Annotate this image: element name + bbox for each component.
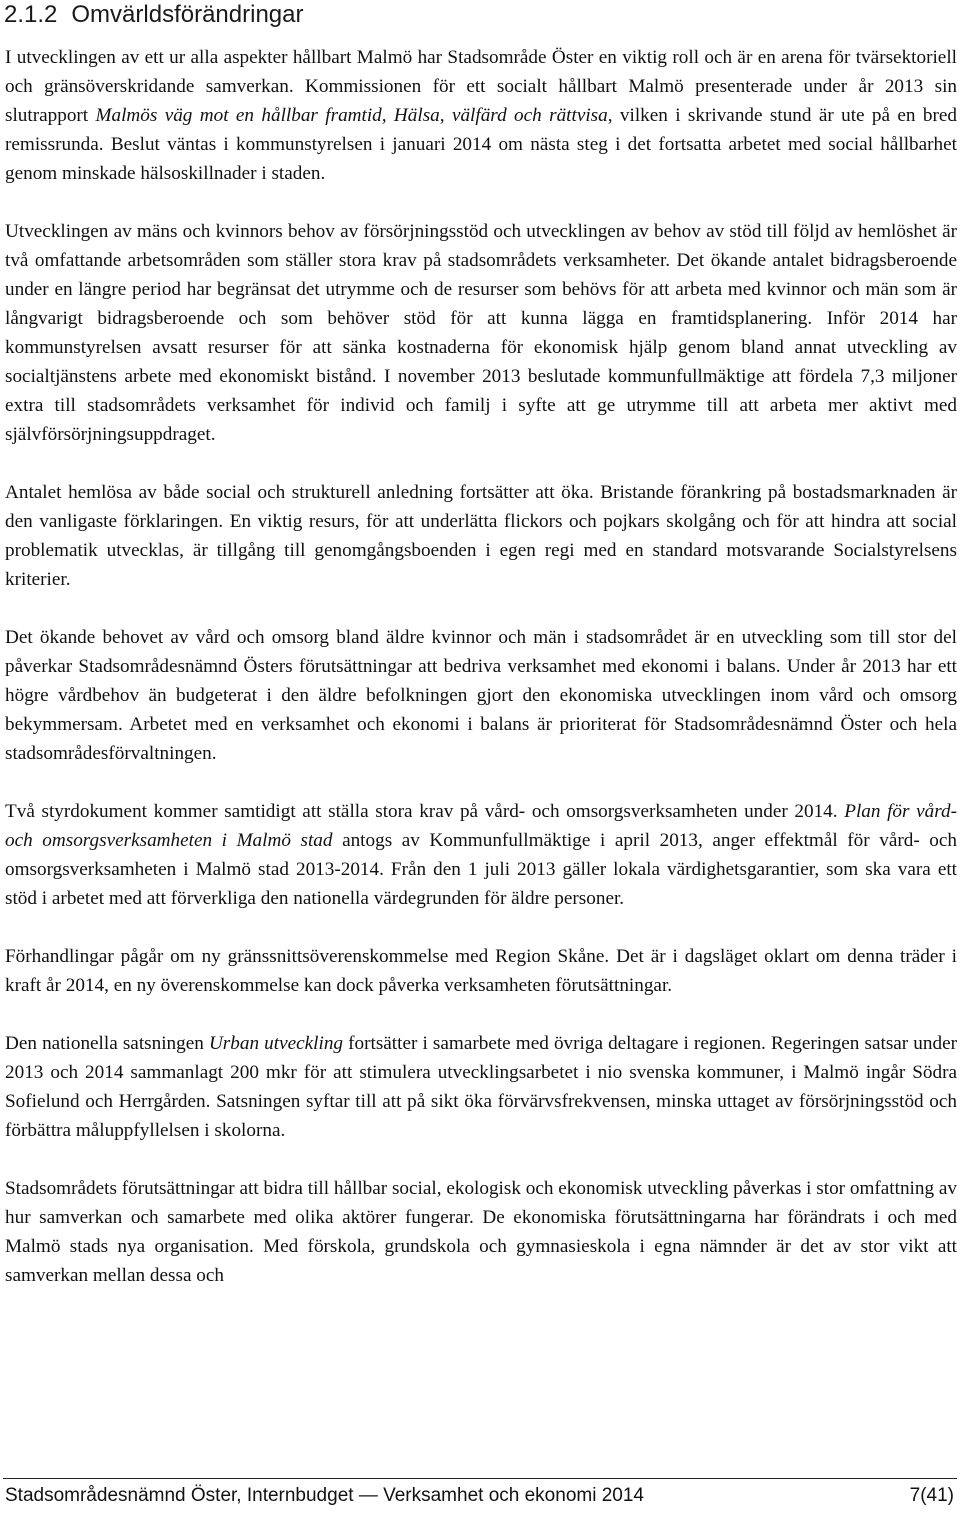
paragraph-malmo-commission — [5, 43, 957, 188]
paragraph-financial-support — [5, 217, 957, 449]
italic-title-text: Malmös väg mot en hållbar framtid, Hälsa, välfärd och rättvisa — [95, 105, 608, 126]
section-number: 2.1.2 — [4, 1, 58, 28]
italic-title-text: Plan för vård- och omsorgsverksamheten i Malmö stad — [5, 801, 957, 851]
paragraph-text: Utvecklingen av mäns och kvinnors behov av försörjningsstöd och utvecklingen av behov av stöd till följd av hemlöshet är två omfattande arbetsområden som ställer stora krav på stadsområdets verksamheter. Det ökande antalet bidragsberoende under en längre period har begränsat det utrymme och de resurser som behövs för att arbeta med kvinnor och män som är långvarigt bidragsberoende och som behöver stöd för att kunna lägga en framtidsplanering. Inför 2014 har kommunstyrelsen avsatt resurser för att sänka kostnaderna för ekonomisk hjälp genom bland annat utveckling av socialtjänstens arbete med ekonomiskt bistånd. I november 2013 beslutade kommunfullmäktige att fördela 7,3 miljoner extra till stadsområdets verksamhet för individ och familj i syfte att ge utrymme till att arbeta mer aktivt med självförsörjningsuppdraget. — [5, 221, 957, 445]
paragraph-homelessness — [5, 478, 957, 594]
paragraph-text: Två styrdokument kommer samtidigt att ställa stora krav på vård- och omsorgsverksamheten under 2014. — [5, 801, 845, 822]
paragraph-text: fortsätter i samarbete med övriga deltagare i regionen. Regeringen satsar under 2013 och 2014 sammanlagt 200 mkr för att stimulera utvecklingsarbetet i nio svenska kommuner, i Malmö ingår Södra Sofielund och Herrgården. Satsningen syftar till att på sikt öka förvärvsfrekvensen, minska uttaget av försörjningsstöd och förbättra måluppfyllelsen i skolorna. — [5, 1033, 957, 1141]
paragraph-text: antogs av Kommunfullmäktige i april 2013, anger effektmål för vård- och omsorgsverksamheten i Malmö stad 2013-2014. Från den 1 juli 2013 gäller lokala värdighetsgarantier, som ska vara ett stöd i arbetet med att förverkliga den nationella värdegrunden för äldre personer. — [5, 830, 957, 909]
italic-title-text: Urban utveckling — [208, 1033, 344, 1054]
paragraph-text: Stadsområdets förutsättningar att bidra till hållbar social, ekologisk och ekonomisk utveckling påverkas i stor omfattning av hur samverkan och samarbete med olika aktörer fungerar. De ekonomiska förutsättningarna har förändrats i och med Malmö stads nya organisation. Med förskola, grundskola och gymnasieskola i egna nämnder är det av stor vikt att samverkan mellan dessa och — [5, 1178, 957, 1286]
paragraph-collaboration — [5, 1174, 957, 1290]
paragraph-region-skane — [5, 942, 957, 1000]
paragraph-urban-development — [5, 1029, 957, 1145]
paragraph-text: Den nationella satsningen — [5, 1033, 209, 1054]
footer-divider — [3, 1478, 957, 1479]
section-heading — [4, 0, 303, 30]
paragraph-text: , vilken i skrivande stund är ute på en bred remissrunda. Beslut väntas i kommunstyrelsen i januari 2014 om nästa steg i det fortsatta arbetet med social hållbarhet genom minskade hälsoskillnader i staden. — [5, 105, 957, 184]
page-footer — [5, 1484, 954, 1508]
footer-document-title: Stadsområdesnämnd Öster, Internbudget — Verksamhet och ekonomi 2014 — [5, 1485, 644, 1506]
paragraph-text: I utvecklingen av ett ur alla aspekter hållbart Malmö har Stadsområde Öster en viktig roll och är en arena för tvärsektoriell och gränsöverskridande samverkan. Kommissionen för ett socialt hållbart Malmö presenterade under år 2013 sin slutrapport — [5, 47, 957, 126]
section-title: Omvärldsförändringar — [71, 1, 304, 28]
paragraph-text: Det ökande behovet av vård och omsorg bland äldre kvinnor och män i stadsområdet är en utveckling som till stor del påverkar Stadsområdesnämnd Östers förutsättningar att bedriva verksamhet med ekonomi i balans. Under år 2013 har ett högre vårdbehov än budgeterat i den äldre befolkningen gjort den ekonomiska utvecklingen inom vård och omsorg bekymmersam. Arbetet med en verksamhet och ekonomi i balans är prioriterat för Stadsområdesnämnd Öster och hela stadsområdesförvaltningen. — [5, 627, 957, 764]
page-number: 7(41) — [909, 1485, 954, 1506]
paragraph-text: Antalet hemlösa av både social och strukturell anledning fortsätter att öka. Bristande förankring på bostadsmarknaden är den vanligaste förklaringen. En viktig resurs, för att underlätta flickors och pojkars skolgång och för att hindra att social problematik utvecklas, är tillgång till genomgångsboenden i egen regi med en standard motsvarande Socialstyrelsens kriterier. — [5, 482, 957, 590]
paragraph-steering-documents — [5, 797, 957, 913]
body-text — [5, 43, 957, 1319]
paragraph-elderly-care — [5, 623, 957, 768]
paragraph-text: Förhandlingar pågår om ny gränssnittsöverenskommelse med Region Skåne. Det är i dagsläget oklart om denna träder i kraft år 2014, en ny överenskommelse kan dock påverka verksamheten förutsättningar. — [5, 946, 957, 996]
